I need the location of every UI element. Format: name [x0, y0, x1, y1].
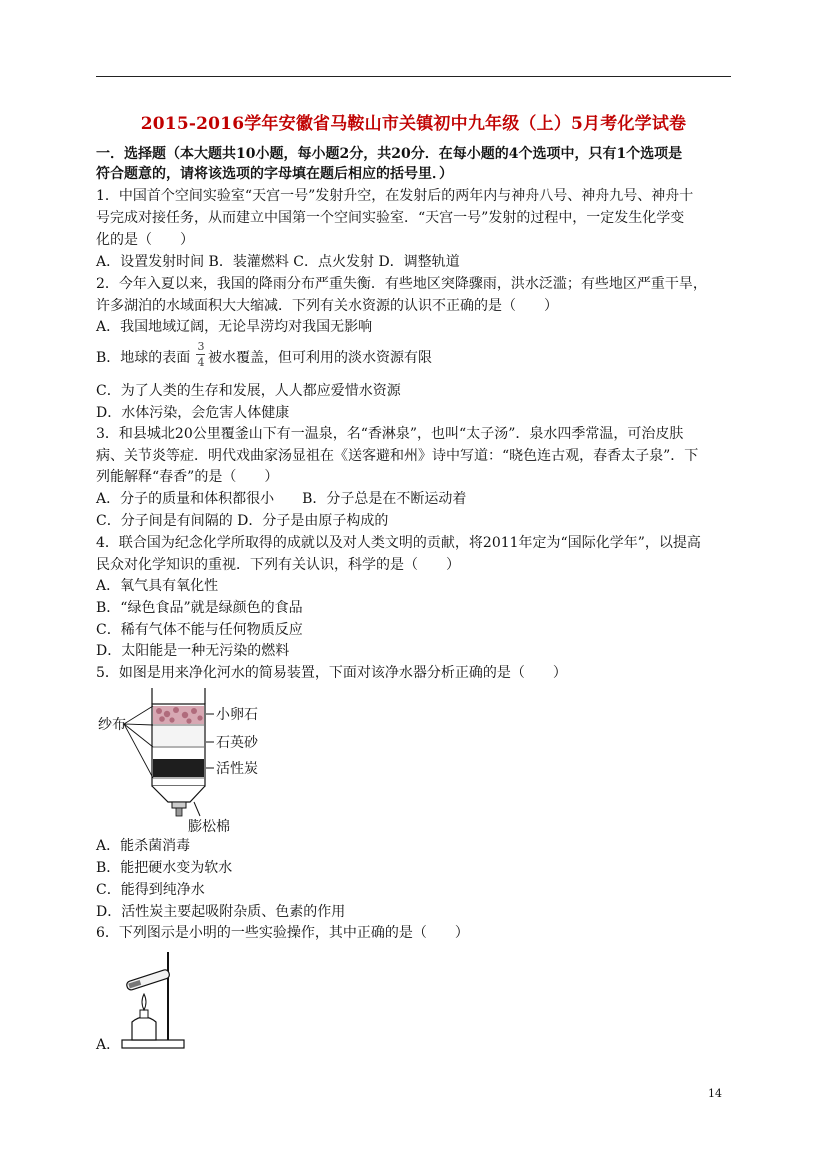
q1-stem-line3: 化的是（ ）	[96, 232, 194, 248]
q4-option-a: A．氧气具有氧化性	[96, 578, 219, 594]
q3-options-cd: C．分子间是有间隔的 D．分子是由原子构成的	[96, 513, 389, 529]
q3-stem-line3: 列能解释“春香”的是（ ）	[96, 469, 279, 485]
q4-option-b: B．“绿色食品”就是绿颜色的食品	[96, 600, 303, 616]
label-pebble: 小卵石	[216, 707, 258, 723]
q5-option-b: B．能把硬水变为软水	[96, 860, 233, 876]
heating-apparatus-diagram	[118, 946, 190, 1050]
label-cotton: 膨松棉	[188, 819, 230, 835]
q4-stem-line2: 民众对化学知识的重视．下列有关认识，科学的是（ ）	[96, 557, 460, 573]
q5-option-a: A．能杀菌消毒	[96, 838, 191, 854]
q5-option-d: D．活性炭主要起吸附杂质、色素的作用	[96, 904, 346, 920]
label-activated-carbon: 活性炭	[216, 761, 258, 777]
q1-options: A．设置发射时间 B．装灌燃料 C．点火发射 D．调整轨道	[96, 254, 460, 270]
fraction-numerator: 3	[197, 340, 205, 353]
q1-stem-line1: 1．中国首个空间实验室“天宫一号”发射升空，在发射后的两年内与神舟八号、神舟九号、神舟十	[96, 188, 694, 204]
q2-option-b-suffix: 被水覆盖，但可利用的淡水资源有限	[208, 350, 432, 366]
q5-option-c: C．能得到纯净水	[96, 882, 205, 898]
q6-option-a: A．	[96, 1037, 121, 1053]
q1-stem-line2: 号完成对接任务，从而建立中国第一个空间实验室．“天宫一号”发射的过程中，一定发生化学变	[96, 210, 685, 226]
header-rule	[96, 76, 731, 77]
page-number: 14	[708, 1087, 722, 1100]
q2-option-d: D．水体污染，会危害人体健康	[96, 405, 290, 421]
q2-stem-line2: 许多湖泊的水域面积大大缩减．下列有关水资源的认识不正确的是（ ）	[96, 298, 558, 314]
q3-options-ab: A．分子的质量和体积都很小 B．分子总是在不断运动着	[96, 491, 467, 507]
section-heading-line2: 符合题意的，请将该选项的字母填在题后相应的括号里．）	[96, 166, 453, 182]
q3-stem-line2: 病、关节炎等症．明代戏曲家汤显祖在《送客避和州》诗中写道：“晓色连古观，春香太子泉”．下	[96, 448, 699, 464]
q4-stem-line1: 4．联合国为纪念化学所取得的成就以及对人类文明的贡献，将2011年定为“国际化学年”，以提高	[96, 535, 701, 551]
q2-option-b-prefix: B．地球的表面	[96, 350, 191, 366]
q2-option-a: A．我国地域辽阔，无论旱涝均对我国无影响	[96, 319, 373, 335]
q3-stem-line1: 3．和县城北20公里覆釜山下有一温泉，名“香淋泉”，也叫“太子汤”．泉水四季常温，可治皮肤	[96, 426, 684, 442]
q2-stem-line1: 2．今年入夏以来，我国的降雨分布严重失衡．有些地区突降骤雨，洪水泛滥；有些地区严重干旱，	[96, 276, 707, 292]
page-title: 2015-2016学年安徽省马鞍山市关镇初中九年级（上）5月考化学试卷	[140, 114, 687, 134]
label-quartz-sand: 石英砂	[216, 735, 258, 751]
fraction-three-quarters	[196, 340, 206, 369]
section-heading-line1: 一．选择题（本大题共10小题，每小题2分，共20分．在每小题的4个选项中，只有1个选项是	[96, 146, 683, 162]
water-purifier-diagram	[96, 684, 276, 836]
q2-option-c: C．为了人类的生存和发展，人人都应爱惜水资源	[96, 383, 401, 399]
label-gauze: 纱布	[98, 717, 126, 733]
q6-stem-line1: 6．下列图示是小明的一些实验操作，其中正确的是（ ）	[96, 925, 469, 941]
q4-option-c: C．稀有气体不能与任何物质反应	[96, 622, 303, 638]
q4-option-d: D．太阳能是一种无污染的燃料	[96, 643, 290, 659]
fraction-denominator: 4	[197, 356, 205, 369]
q5-stem-line1: 5．如图是用来净化河水的简易装置，下面对该净水器分析正确的是（ ）	[96, 665, 567, 681]
